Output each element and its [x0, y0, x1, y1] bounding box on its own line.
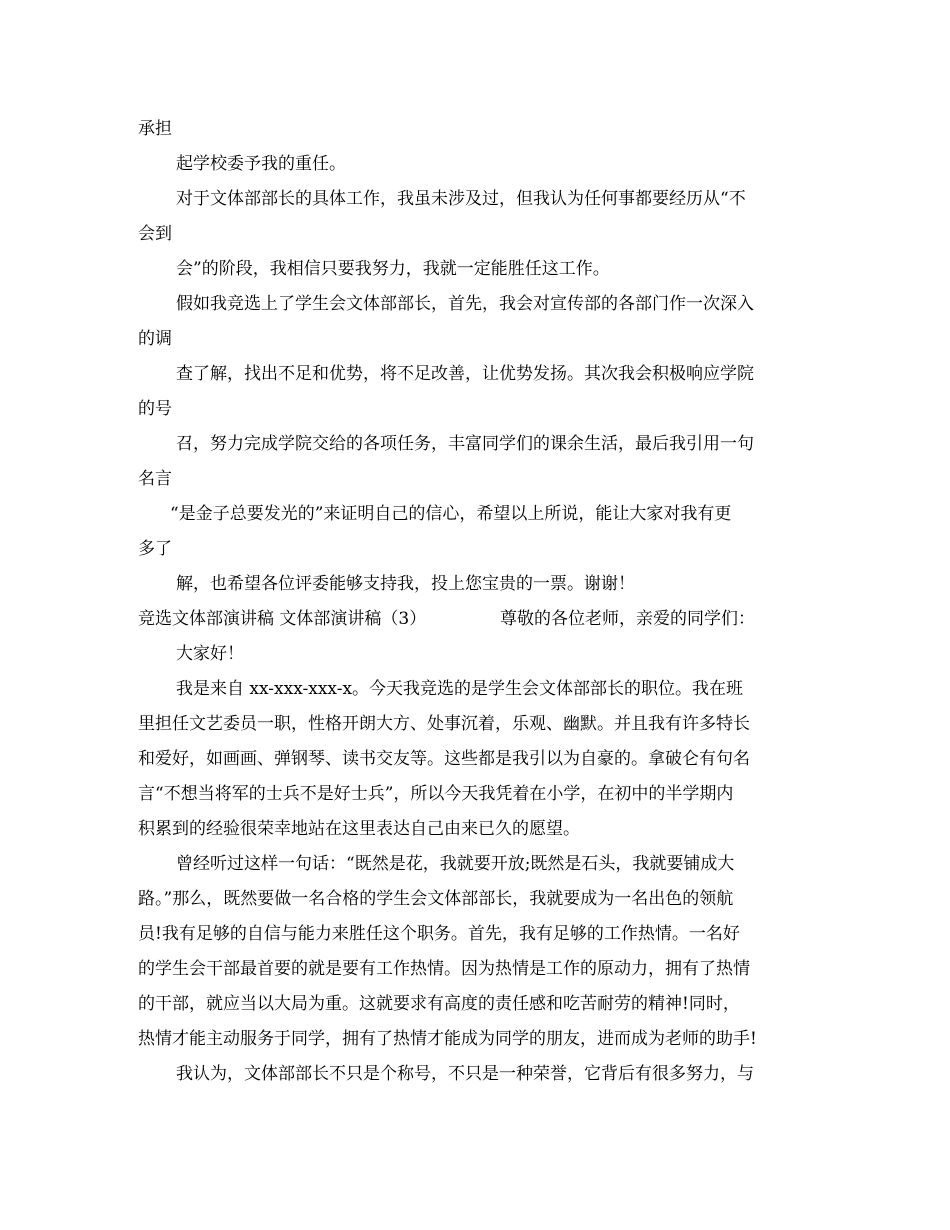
- text-line: 多了: [138, 539, 172, 559]
- text-line: 承担: [138, 119, 172, 139]
- text-line: 路。”那么，既然要做一名合格的学生会文体部部长，我就要成为一名出色的领航: [138, 889, 734, 909]
- section-title: 竞选文体部演讲稿 文体部演讲稿（3）: [138, 609, 427, 629]
- text-line: 会到: [138, 224, 172, 244]
- text-line: 里担任文艺委员一职，性格开朗大方、处事沉着，乐观、幽默。并且我有许多特长: [138, 714, 750, 734]
- text-line: 起学校委予我的重任。: [176, 154, 346, 174]
- greeting-line: 尊敬的各位老师，亲爱的同学们：: [500, 609, 755, 629]
- text-line: 的号: [138, 399, 172, 419]
- text-line: 热情才能主动服务于同学，拥有了热情才能成为同学的朋友，进而成为老师的助手!: [138, 1029, 757, 1049]
- text-line: 大家好！: [176, 644, 244, 664]
- text-line: 会”的阶段，我相信只要我努力，我就一定能胜任这工作。: [176, 259, 610, 279]
- text-line: 和爱好，如画画、弹钢琴、读书交友等。这些都是我引以为自豪的。拿破仑有句名: [138, 749, 750, 769]
- text-line: 积累到的经验很荣幸地站在这里表达自己由来已久的愿望。: [138, 819, 580, 839]
- text-line: 我认为，文体部部长不只是个称号，不只是一种荣誉，它背后有很多努力，与: [176, 1064, 754, 1084]
- text-line: 的调: [138, 329, 172, 349]
- text-line: 的学生会干部最首要的就是要有工作热情。因为热情是工作的原动力，拥有了热情: [138, 959, 750, 979]
- text-line: 言“不想当将军的士兵不是好士兵”，所以今天我凭着在小学，在初中的半学期内: [138, 784, 734, 804]
- text-line: “是金子总要发光的”来证明自己的信心，希望以上所说，能让大家对我有更: [170, 504, 732, 524]
- text-line: 我是来自 xx-xxx-xxx-x。今天我竞选的是学生会文体部部长的职位。我在班: [176, 679, 744, 699]
- text-line: 对于文体部部长的具体工作，我虽未涉及过，但我认为任何事都要经历从“不: [176, 189, 746, 209]
- text-line: 假如我竞选上了学生会文体部部长，首先，我会对宣传部的各部门作一次深入: [176, 294, 754, 314]
- text-line: 曾经听过这样一句话：“既然是花，我就要开放;既然是石头，我就要铺成大: [176, 854, 735, 874]
- text-line: 名言: [138, 469, 172, 489]
- text-line: 的干部，就应当以大局为重。这就要求有高度的责任感和吃苦耐劳的精神!同时，: [138, 994, 740, 1014]
- text-line: 召，努力完成学院交给的各项任务，丰富同学们的课余生活，最后我引用一句: [176, 434, 754, 454]
- text-line: 员!我有足够的自信与能力来胜任这个职务。首先，我有足够的工作热情。一名好: [138, 924, 740, 944]
- text-line: 查了解，找出不足和优势，将不足改善，让优势发扬。其次我会积极响应学院: [176, 364, 754, 384]
- text-line: 解，也希望各位评委能够支持我，投上您宝贵的一票。谢谢！: [176, 574, 635, 594]
